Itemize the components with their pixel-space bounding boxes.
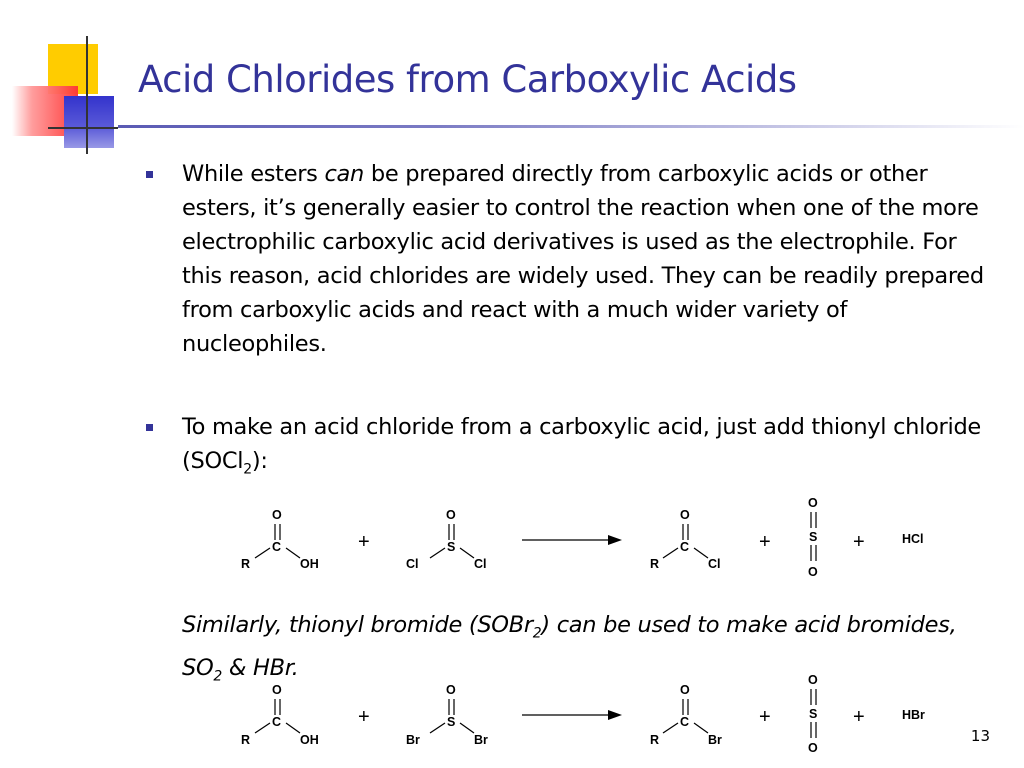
reaction-arrow (522, 535, 622, 545)
product-halogen: Cl (708, 557, 721, 571)
bullet-marker-2 (146, 424, 153, 431)
product-halogen: Br (708, 733, 722, 747)
so2-top-oxygen: O (808, 673, 818, 687)
slide-title: Acid Chlorides from Carboxylic Acids (138, 58, 797, 101)
plus-sign: + (759, 531, 771, 553)
reaction-2-scheme (0, 667, 1024, 767)
acid-oxygen: O (272, 508, 282, 522)
carboxylic-acid-structure (241, 508, 319, 571)
corner-decoration (0, 0, 140, 160)
product-oxygen: O (680, 508, 690, 522)
bullet-text-1 (182, 157, 992, 361)
bullet-1-before: While esters (182, 161, 325, 187)
reagent-sulfur: S (447, 540, 456, 554)
thionyl-bromide-structure (406, 683, 488, 747)
acid-r-group: R (241, 733, 251, 747)
product-r-group: R (650, 557, 660, 571)
acid-carbon: C (272, 715, 282, 729)
product-r-group: R (650, 733, 660, 747)
similarly-part-2: ) can be used to make acid bromides, SO (182, 612, 957, 681)
acid-r-group: R (241, 557, 251, 571)
similarly-sub-1: 2 (532, 625, 542, 642)
acid-bromide-structure (650, 683, 722, 747)
reagent-left-halogen: Cl (406, 557, 419, 571)
deco-vertical-line (86, 36, 88, 154)
acid-oxygen: O (272, 683, 282, 697)
acid-hydroxyl: OH (300, 557, 319, 571)
so2-sulfur: S (809, 707, 818, 721)
product-carbon: C (680, 540, 690, 554)
plus-sign: + (358, 706, 370, 728)
plus-sign: + (358, 531, 370, 553)
acid-chloride-structure (650, 508, 721, 571)
byproduct-hbr: HBr (902, 708, 925, 722)
reagent-left-halogen: Br (406, 733, 420, 747)
deco-horizontal-line (48, 127, 118, 129)
so2-top-oxygen: O (808, 496, 818, 510)
reaction-arrow (522, 710, 622, 720)
sulfur-dioxide-structure (808, 496, 818, 579)
reagent-right-halogen: Br (474, 733, 488, 747)
reagent-oxygen: O (446, 508, 456, 522)
reagent-oxygen: O (446, 683, 456, 697)
plus-sign: + (853, 706, 865, 728)
bullet-2-subscript: 2 (243, 461, 252, 478)
similarly-part-1: Similarly, thionyl bromide (SOBr (182, 612, 533, 638)
so2-bottom-oxygen: O (808, 741, 818, 755)
so2-sulfur: S (809, 530, 818, 544)
bullet-marker-1 (146, 171, 153, 178)
bullet-1-emphasis: can (324, 161, 364, 187)
product-carbon: C (680, 715, 690, 729)
so2-bottom-oxygen: O (808, 565, 818, 579)
bullet-text-2 (182, 410, 1002, 487)
product-oxygen: O (680, 683, 690, 697)
plus-sign: + (853, 531, 865, 553)
slide-number: 13 (970, 727, 990, 745)
acid-hydroxyl: OH (300, 733, 319, 747)
deco-blue-square (64, 96, 114, 148)
bullet-2-before: To make an acid chloride from a carboxylic acid, just add thionyl chloride (SOCl (182, 414, 981, 474)
byproduct-hcl: HCl (902, 532, 924, 546)
title-underline (118, 125, 1024, 128)
sulfur-dioxide-structure (808, 673, 818, 755)
plus-sign: + (759, 706, 771, 728)
bullet-2-after: ): (251, 448, 268, 474)
reagent-sulfur: S (447, 715, 456, 729)
similarly-part-3: & HBr. (222, 654, 299, 681)
bullet-1-after: be prepared directly from carboxylic acids or other esters, it’s generally easier to control the reaction when one of the more electrophilic carboxylic acid derivatives is used as the electrophile. For this reason, acid chlorides are widely used. They can be readily prepared from carboxylic acids and react with a much wider variety of nucleophiles. (182, 161, 984, 357)
carboxylic-acid-structure (241, 683, 319, 747)
reaction-1-scheme (0, 490, 1024, 590)
reagent-right-halogen: Cl (474, 557, 487, 571)
similarly-sub-2: 2 (213, 668, 223, 684)
acid-carbon: C (272, 540, 282, 554)
thionyl-chloride-structure (406, 508, 487, 571)
